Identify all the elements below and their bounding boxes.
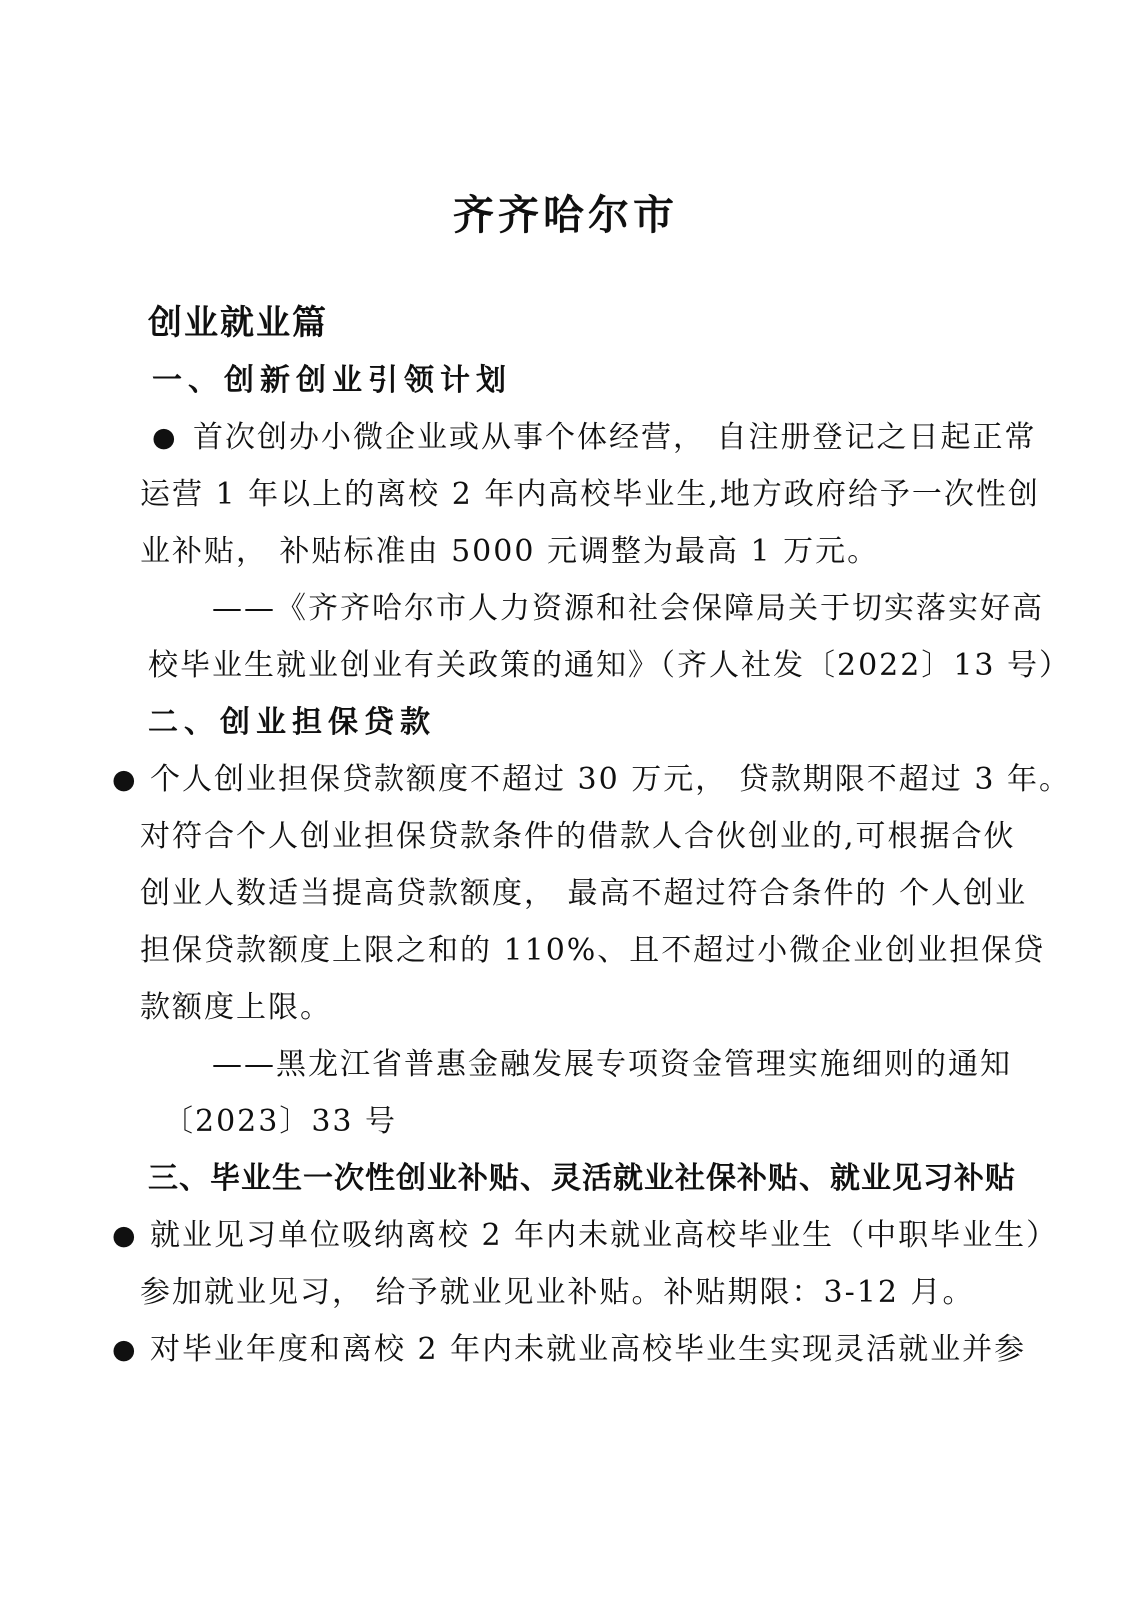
bullet-item-2-line-2: 对符合个人创业担保贷款条件的借款人合伙创业的,可根据合伙 — [140, 819, 1016, 854]
bullet-item-2 — [112, 751, 1131, 808]
bullet-item-1-line-1: 首次创办小微企业或从事个体经营， 自注册登记之日起正常 — [193, 420, 1037, 455]
citation-2-line-1: ——黑龙江省普惠金融发展专项资金管理实施细则的通知 — [212, 1047, 1012, 1082]
citation-2-line-2: 〔2023〕33 号 — [163, 1104, 398, 1139]
heading-3: 三、毕业生一次性创业补贴、灵活就业社保补贴、就业见习补贴 — [148, 1161, 1016, 1196]
bullet-item-1-line-2: 运营 1 年以上的离校 2 年内高校毕业生,地方政府给予一次性创 — [140, 477, 1040, 512]
bullet-item-1 — [152, 409, 1131, 466]
citation-1-line-2: 校毕业生就业创业有关政策的通知》（齐人社发〔2022〕13 号） — [148, 648, 1072, 683]
bullet-item-2-line-5: 款额度上限。 — [140, 990, 332, 1025]
bullet-item-4-line-1: 对毕业年度和离校 2 年内未就业高校毕业生实现灵活就业并参 — [150, 1332, 1027, 1367]
bullet-icon: ● — [152, 422, 178, 453]
bullet-item-4 — [112, 1321, 1131, 1378]
bullet-icon: ● — [112, 1334, 138, 1365]
bullet-icon: ● — [112, 1220, 138, 1251]
heading-1: 一、创新创业引领计划 — [152, 363, 512, 398]
page-title: 齐齐哈尔市 — [453, 191, 678, 239]
section-heading: 创业就业篇 — [148, 303, 328, 343]
bullet-item-3-line-1: 就业见习单位吸纳离校 2 年内未就业高校毕业生（中职毕业生） — [150, 1218, 1059, 1253]
bullet-item-3-line-2: 参加就业见习， 给予就业见业补贴。补贴期限：3-12 月。 — [140, 1275, 975, 1310]
bullet-item-2-line-1: 个人创业担保贷款额度不超过 30 万元， 贷款期限不超过 3 年。 — [150, 762, 1071, 797]
citation-1-line-1: ——《齐齐哈尔市人力资源和社会保障局关于切实落实好高 — [212, 591, 1044, 626]
bullet-item-1-line-3: 业补贴， 补贴标准由 5000 元调整为最高 1 万元。 — [140, 534, 880, 569]
bullet-item-2-line-3: 创业人数适当提高贷款额度， 最高不超过符合条件的 个人创业 — [140, 876, 1028, 911]
heading-2: 二、创业担保贷款 — [148, 705, 436, 740]
bullet-icon: ● — [112, 764, 138, 795]
bullet-item-3 — [112, 1207, 1131, 1264]
bullet-item-2-line-4: 担保贷款额度上限之和的 110%、且不超过小微企业创业担保贷 — [140, 933, 1046, 968]
document-body — [0, 352, 1131, 1378]
